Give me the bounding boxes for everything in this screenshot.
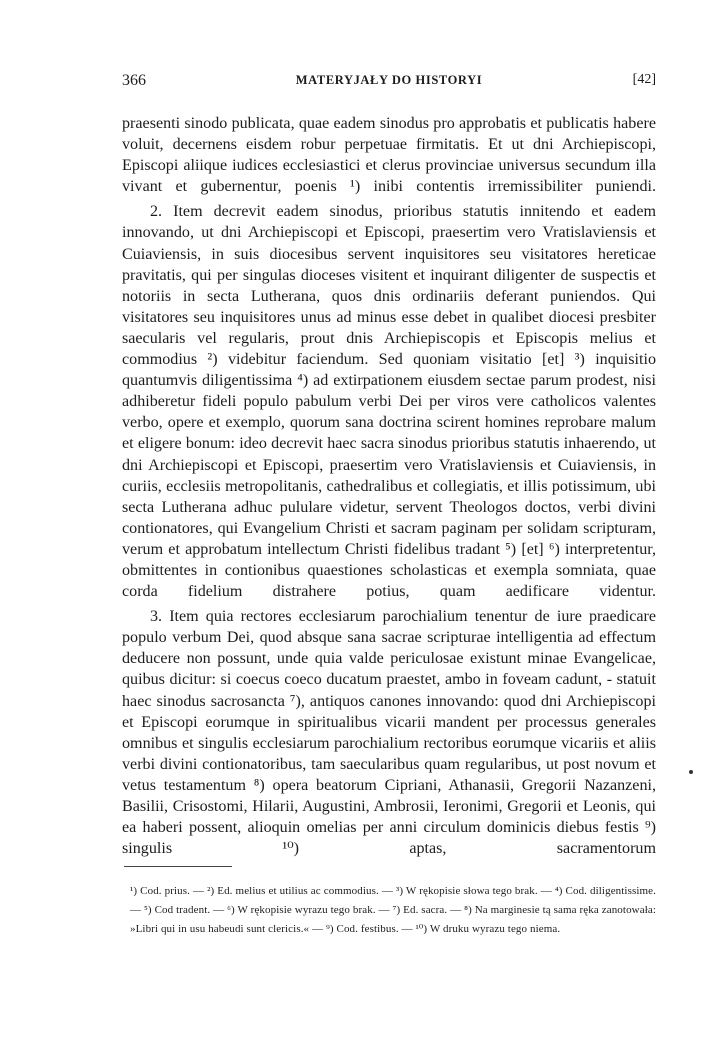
body-text xyxy=(122,113,656,859)
footnotes: ¹) Cod. prius. — ²) Ed. melius et utilius ac commodius. — ³) W rękopisie słowa tego brak. — ⁴) Cod. diligentissime. — ⁵) Cod tradent. — ⁶) W rękopisie wyrazu tego brak. — ⁷) Ed. sacra. — ⁸) Na marginesie tą sama ręka zanotowała: »Libri qui in usu habeudi sunt clericis.« — ⁹) Cod. festibus. — ¹⁰) W druku wyrazu tego niema. xyxy=(130,885,656,936)
page-number: 366 xyxy=(122,72,146,89)
section-reference: [42] xyxy=(632,72,656,87)
footnote-divider xyxy=(124,866,232,867)
paragraph-item-2: 2. Item decrevit eadem sinodus, prioribus statutis innitendo et eadem innovando, ut dni Archiepiscopi et Episcopi, praesertim vero Vratislaviensis et Cuiaviensis, in suis diocesibus servent inquisitores seu visitatores hereticae pravitatis, qui per singulas dioceses visitent et inquirant diligenter de suspectis et notoriis in secta Lutherana, quos dnis ordinariis deferant puniendos. Qui visitatores seu inquisitores unus ad minus esse debet in qualibet diocesi presbiter saecularis vel regularis, prout dnis Archiepiscopis et Episcopis melius et commodius ²) videbitur faciendum. Sed quoniam visitatio [et] ³) inquisitio quantumvis diligentissima ⁴) ad extirpationem eiusdem sectae parum prodest, nisi adhiberetur fideli populo pabulum verbi Dei per viros vere catholicos valentes verbo, opere et exemplo, quorum sana doctrina scirent homines reprobare malum et eligere bonum: ideo decrevit haec sacra sinodus prioribus statutis inhaerendo, ut dni Archiepiscopi et Episcopi, praesertim vero Vratislaviensis et Cuiaviensis, in curiis, ecclesiis metropolitanis, cathedralibus et collegiatis, et illis potissimum, ubi secta Lutherana adhuc pululare videtur, servent Theologos doctos, verbi divini contionatores, qui Evangelium Christi et sacram paginam per solidam scripturam, verum et approbatum intellectum Christi fidelibus tradant ⁵) [et] ⁶) interpretentur, obmittentes in contionibus quaestiones scholasticas et exempla somniata, quae corda fidelium distrahere potius, quam aedificare videntur. xyxy=(122,203,656,601)
margin-mark xyxy=(689,770,693,774)
running-header xyxy=(122,72,656,94)
paragraph-continuation: praesenti sinodo publicata, quae eadem sinodus pro approbatis et publicatis habere voluit, decernens eisdem robur perpetuae firmitatis. Et ut dni Archiepiscopi, Episcopi aliique iudices ecclesiastici et clerus provinciae universus secundum illa vivant et gubernentur, poenis ¹) inibi contentis irremissibiliter puniendi. xyxy=(122,115,656,196)
paragraph-item-3: 3. Item quia rectores ecclesiarum parochialium tenentur de iure praedicare populo verbum Dei, quod absque sana sacrae scripturae intelligentia ad effectum deducere non possunt, unde quia valde periculosae existunt minae Evangelicae, quibus dicitur: si coecus coeco ducatum praestet, ambo in foveam cadunt, - statuit haec sinodus sacrosancta ⁷), antiquos canones innovando: quod dni Archiepiscopi et Episcopi eorumque in spiritualibus vicarii mandent per processus generales omnibus et singulis ecclesiarum parochialium rectoribus eorumque vicariis et aliis verbi divini contionatoribus, tam saecularibus quam regularibus, ut post novum et vetus testamentum ⁸) opera beatorum Cipriani, Athanasii, Gregorii Nazanzeni, Basilii, Crisostomi, Hilarii, Augustini, Ambrosii, Ieronimi, Gregorii et Leonis, qui ea haberi possent, alioquin omelias per anni circulum dominicis diebus festis ⁹) singulis ¹⁰) aptas, sacramentorum xyxy=(122,608,656,858)
running-title: MATERYJAŁY DO HISTORYI xyxy=(295,73,483,87)
